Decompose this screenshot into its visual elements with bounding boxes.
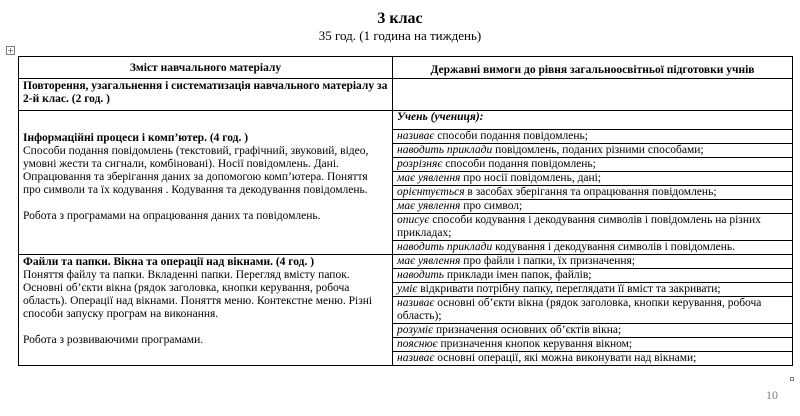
student-label: Учень (учениця): — [393, 111, 792, 130]
requirement-item: наводить приклади імен папок, файлів; — [393, 269, 792, 283]
section-practice-info-processes: Робота з програмами на опрацювання даних та повідомлень. — [23, 210, 321, 222]
content-cell-info-processes — [19, 111, 393, 255]
requirement-item: називає способи подання повідомлень; — [393, 130, 792, 144]
page-subtitle: 35 год. (1 година на тиждень) — [318, 28, 482, 43]
page-title: 3 клас — [377, 10, 423, 27]
requirement-item: розуміє призначення основних об’єктів вікна; — [393, 324, 792, 338]
column-header-requirements: Державні вимоги до рівня загальноосвітньої підготовки учнів — [393, 57, 793, 79]
table-row — [19, 79, 793, 111]
requirement-item: називає основні об’єкти вікна (рядок заголовка, кнопки керування, робоча область); — [393, 297, 792, 324]
section-body-files-folders: Поняття файлу та папки. Вкладенні папки. Перегляд вмісту папок. Основні об’єкти вікна (рядок заголовка, кнопки керування, робоча область). Операції над вікнами. Поняття меню. Контекстне меню. Різні способи запуску програм на виконання. — [23, 269, 373, 320]
section-title-files-folders: Файли та папки. Вікна та операції над вікнами. (4 год. ) — [23, 256, 315, 268]
table-resize-handle-icon[interactable] — [790, 377, 794, 381]
requirement-item: має уявлення про символ; — [393, 200, 792, 214]
requirement-item: має уявлення про носії повідомлень, дані; — [393, 172, 792, 186]
requirement-item: розрізняє способи подання повідомлень; — [393, 158, 792, 172]
requirement-item: наводить приклади повідомлень, поданих різними способами; — [393, 144, 792, 158]
requirement-item: орієнтується в засобах зберігання та опрацювання повідомлень; — [393, 186, 792, 200]
requirement-item: пояснює призначення кнопок керування вікном; — [393, 338, 792, 352]
section-practice-files-folders: Робота з розвиваючими програмами. — [23, 334, 204, 346]
content-cell-files-folders — [19, 255, 393, 366]
table-row — [19, 111, 793, 255]
requirements-cell-files-folders — [393, 255, 793, 366]
requirement-item: уміє відкривати потрібну папку, переглядати її вміст та закривати; — [393, 283, 792, 297]
requirement-item: називає основні операції, які можна виконувати над вікнами; — [397, 352, 697, 364]
section-title-info-processes: Інформаційні процеси і комп’ютер. (4 год. ) — [23, 132, 249, 144]
requirement-item: має уявлення про файли і папки, їх призначення; — [393, 255, 792, 269]
section-body-info-processes: Способи подання повідомлень (текстовий, графічний, звуковий, відео, умовні жести та сигнали, комбіновані). Носії повідомлень. Дані. Опрацювання та зберігання даних за допомогою комп’ютера. Поняття про символи та їх кодування . Кодування та декодування повідомлень. — [23, 145, 369, 196]
requirements-cell-info-processes — [393, 111, 793, 255]
table-move-handle-icon[interactable]: + — [7, 46, 14, 55]
section-title-review: Повторення, узагальнення і систематизація навчального матеріалу за 2-й клас. (2 год. ) — [19, 79, 393, 111]
page-number: 10 — [766, 388, 778, 402]
empty-cell — [393, 79, 793, 111]
column-header-content: Зміст навчального матеріалу — [19, 57, 393, 79]
table-header-row — [19, 57, 793, 79]
table-row — [19, 255, 793, 366]
requirement-item: описує способи кодування і декодування символів і повідомлень на різних прикладах; — [393, 214, 792, 241]
requirement-item: наводить приклади кодування і декодування символів і повідомлень. — [397, 241, 735, 253]
curriculum-table — [18, 56, 793, 366]
